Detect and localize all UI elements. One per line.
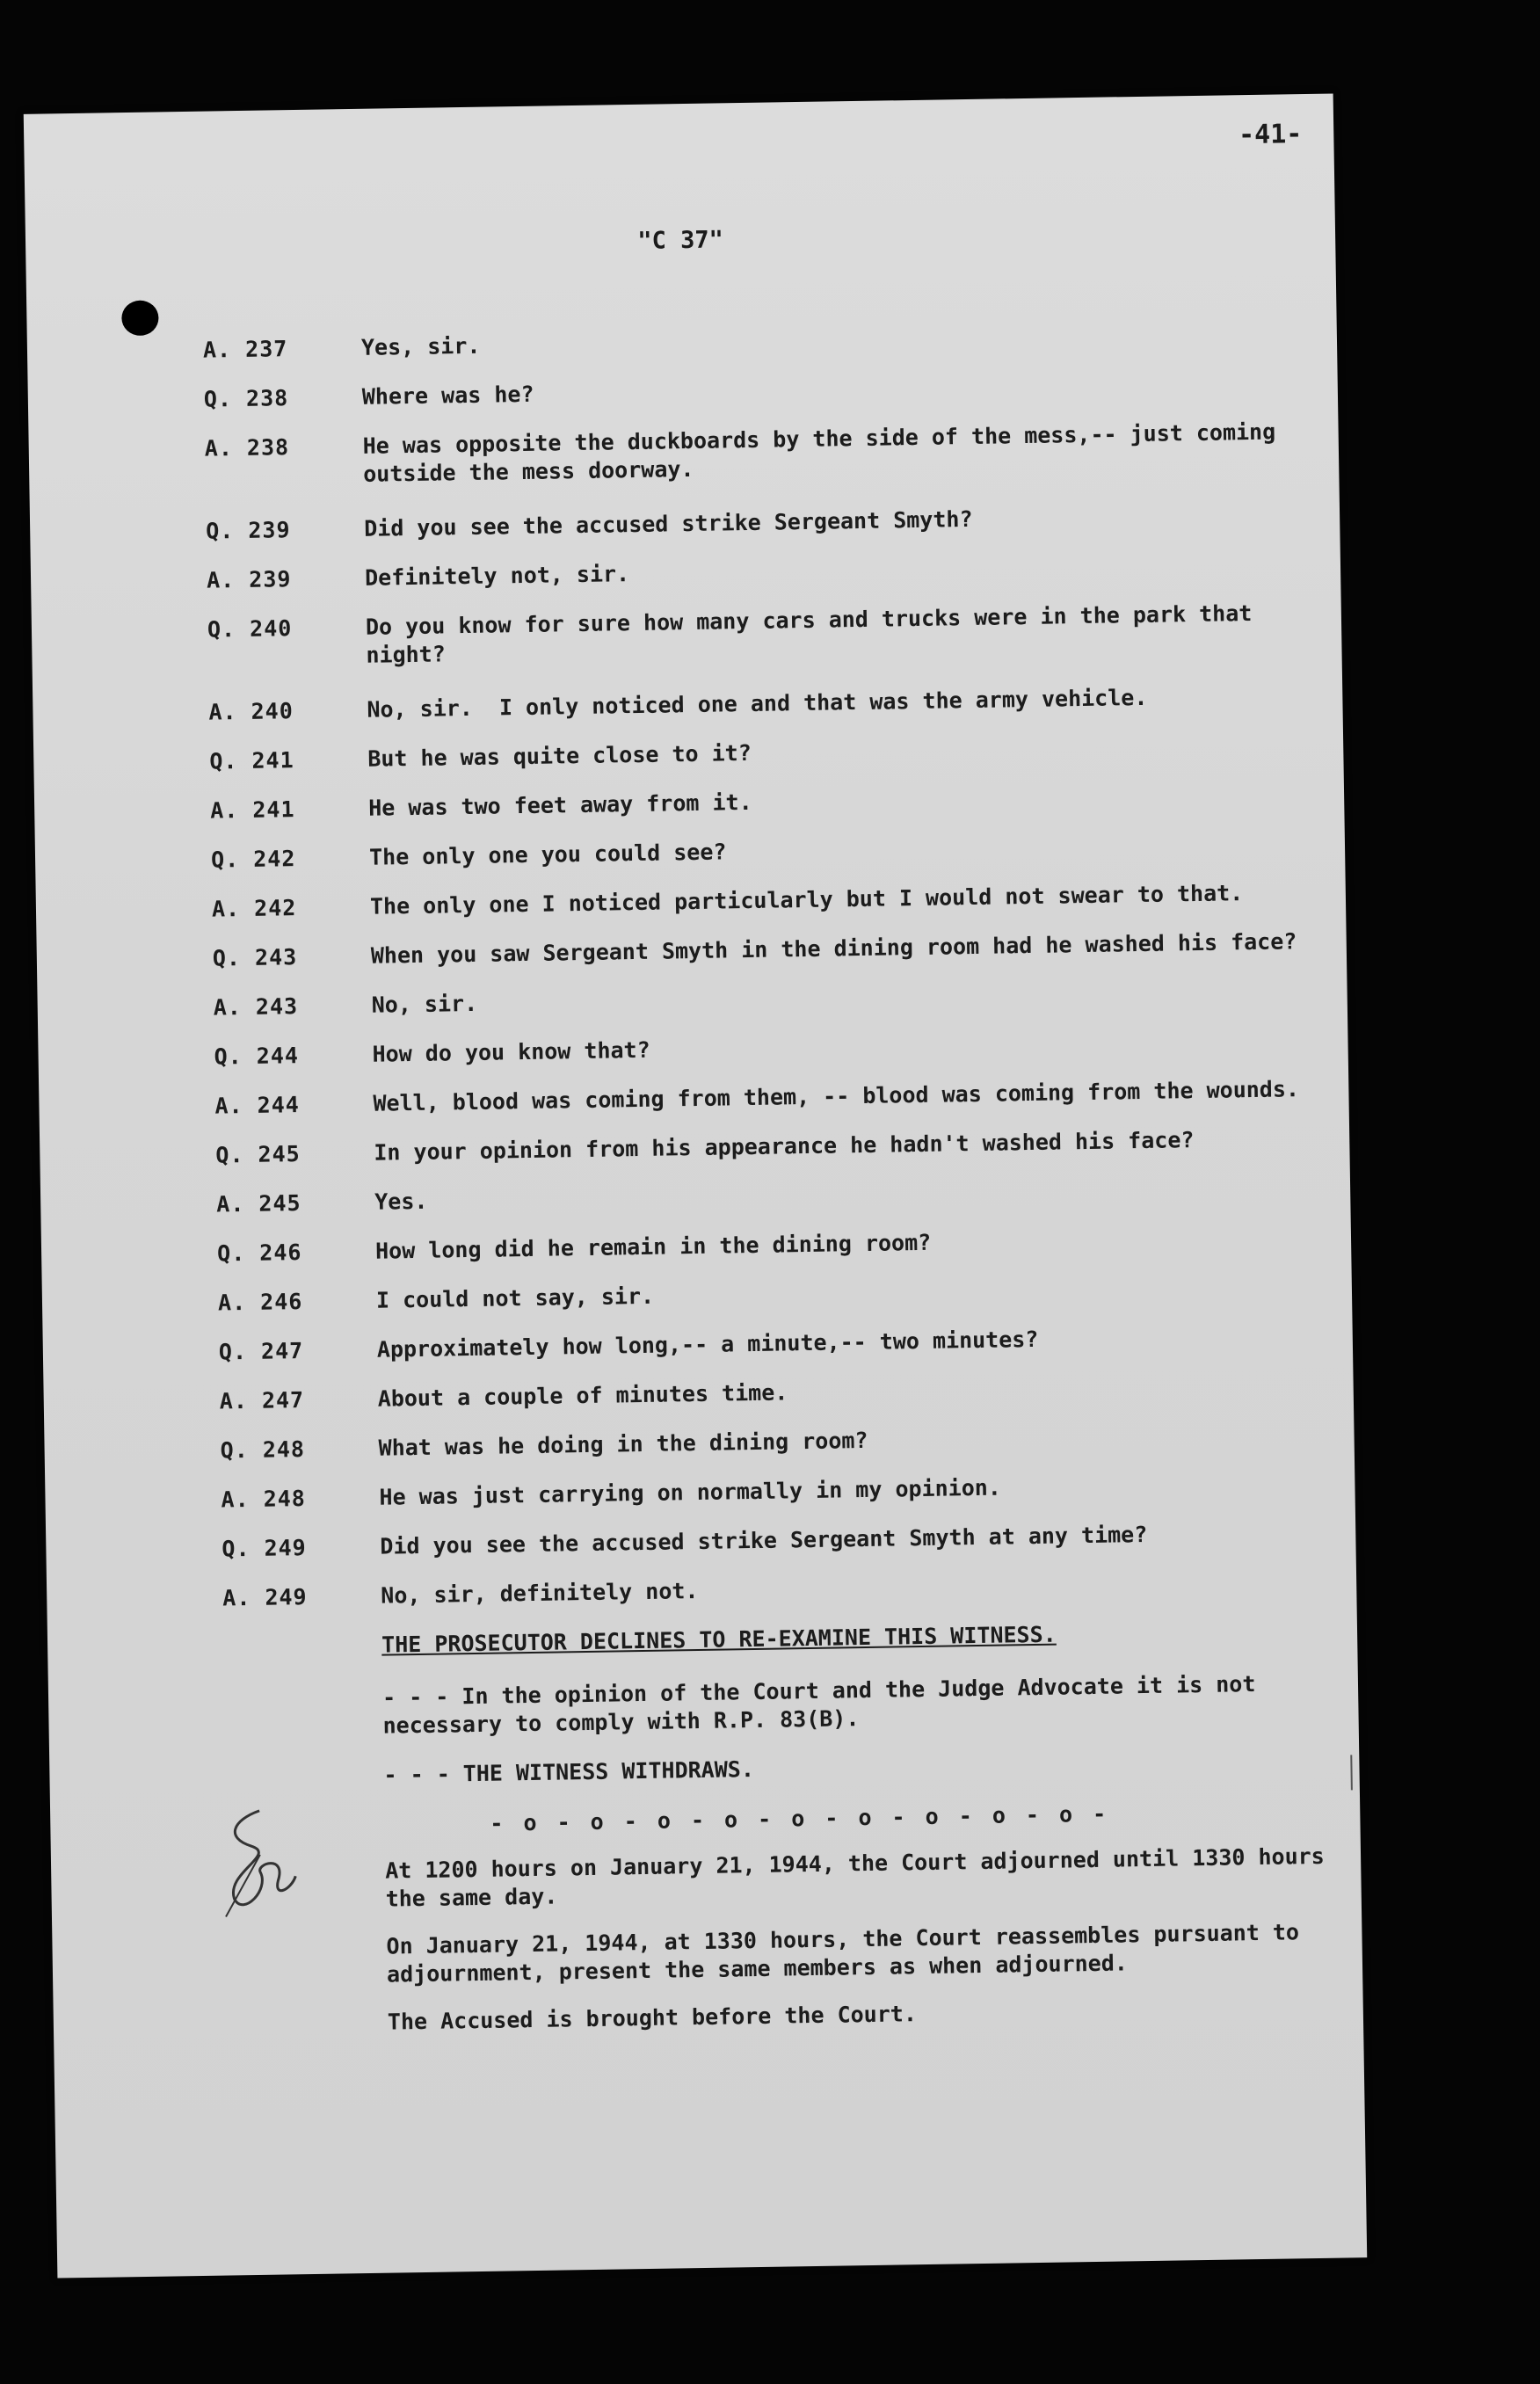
transcript-row (204, 368, 1303, 414)
entry-label: A. 242 (211, 895, 297, 922)
entry-label: Q. 244 (214, 1043, 300, 1070)
entry-label: Q. 248 (220, 1436, 306, 1464)
entry-label: Q. 246 (216, 1239, 302, 1267)
entry-text: No, sir, definitely not. (381, 1578, 699, 1609)
transcript-row (214, 1026, 1312, 1072)
entry-text: In your opinion from his appearance he hadn't washed his face? (374, 1127, 1195, 1166)
section-separator: - o - o - o - o - o - o - o - o - o - (490, 1800, 1110, 1836)
transcript-row (219, 1321, 1318, 1367)
transcript-row (220, 1370, 1318, 1416)
withdrawal-note: - - - THE WITNESS WITHDRAWS. (383, 1756, 755, 1788)
entry-label: A. 239 (206, 566, 292, 593)
entry-text: He was two feet away from it. (367, 789, 752, 821)
entry-label: Q. 240 (207, 615, 293, 643)
entry-label: A. 245 (216, 1190, 301, 1217)
entry-label: Q. 241 (209, 747, 294, 774)
accused-paragraph: The Accused is brought before the Court. (387, 2001, 918, 2035)
transcript-row (205, 418, 1304, 491)
entry-label: A. 249 (222, 1583, 308, 1611)
transcript-row (216, 1174, 1315, 1219)
entry-text: Well, blood was coming from them, -- blood was coming from the wounds. (373, 1076, 1300, 1116)
entry-text: Approximately how long,-- a minute,-- two minutes? (376, 1326, 1039, 1363)
entry-label: A. 248 (221, 1486, 307, 1513)
exhibit-label: "C 37" (637, 226, 724, 255)
entry-label: Q. 245 (215, 1141, 301, 1168)
entry-label: A. 241 (209, 796, 295, 824)
entry-text: What was he doing in the dining room? (378, 1427, 868, 1461)
transcript-row (209, 730, 1308, 776)
entry-label: A. 240 (208, 698, 294, 725)
procedural-note: - - - In the opinion of the Court and the Judge Advocate it is not necessary to comply with R.P. 83(B). (381, 1671, 1256, 1739)
entry-label: Q. 242 (210, 846, 296, 873)
transcript-row (210, 780, 1309, 825)
transcript-row (203, 319, 1302, 365)
entry-label: A. 246 (217, 1289, 303, 1316)
transcript-row (211, 829, 1310, 875)
entry-text: No, sir. (371, 990, 478, 1018)
pencil-mark (1350, 1755, 1353, 1790)
entry-label: A. 237 (202, 336, 288, 363)
entry-text: How do you know that? (372, 1036, 650, 1067)
entry-label: A. 247 (219, 1387, 305, 1414)
entry-label: Q. 247 (218, 1338, 304, 1365)
transcript-row (214, 1075, 1313, 1121)
entry-text: Where was he? (361, 381, 534, 410)
entry-text: Yes. (374, 1188, 428, 1215)
entry-text: Do you know for sure how many cars and trucks were in the park that night? (365, 600, 1253, 668)
handwritten-initials (207, 1801, 305, 1926)
entry-text: Did you see the accused strike Sergeant Smyth at any time? (380, 1521, 1148, 1559)
entry-label: Q. 243 (212, 944, 298, 971)
entry-text: About a couple of minutes time. (377, 1379, 788, 1412)
transcript-row (207, 599, 1307, 672)
entry-label: A. 238 (204, 434, 290, 462)
entry-text: No, sir. I only noticed one and that was the army vehicle. (367, 684, 1148, 723)
transcript-row (220, 1420, 1318, 1465)
entry-text: Definitely not, sir. (364, 561, 630, 591)
entry-text: But he was quite close to it? (367, 739, 752, 772)
entry-text: How long did he remain in the dining room? (374, 1229, 932, 1264)
entry-label: Q. 249 (222, 1534, 307, 1562)
entry-text: I could not say, sir. (375, 1283, 655, 1313)
entry-text: He was just carrying on normally in my opinion. (379, 1474, 1002, 1510)
transcript-row (208, 681, 1307, 727)
section-heading: THE PROSECUTOR DECLINES TO RE-EXAMINE THIS WITNESS. (381, 1621, 1057, 1658)
transcript-row (207, 549, 1305, 595)
document-page (24, 93, 1367, 2278)
transcript-row (221, 1469, 1319, 1515)
entry-text: Yes, sir. (360, 332, 481, 360)
entry-text: The only one I noticed particularly but I would not swear to that. (369, 880, 1244, 919)
transcript (203, 319, 1328, 2039)
transcript-row (222, 1567, 1321, 1613)
page-number: -41- (1238, 119, 1303, 151)
transcript-row (215, 1124, 1314, 1170)
entry-label: A. 243 (213, 993, 299, 1021)
entry-text: The only one you could see? (368, 839, 727, 870)
entry-label: Q. 239 (206, 517, 291, 544)
entry-text: When you saw Sergeant Smyth in the dining room had he washed his face? (370, 928, 1297, 969)
transcript-row (217, 1223, 1316, 1268)
reassembly-paragraph: On January 21, 1944, at 1330 hours, the Court reassembles pursuant to adjournment, present the same members as when adjourned. (386, 1919, 1300, 1988)
transcript-row (222, 1518, 1320, 1564)
transcript-row (206, 500, 1304, 546)
punch-hole (121, 300, 159, 336)
transcript-row (213, 927, 1311, 973)
entry-text: He was opposite the duckboards by the side of the mess,-- just coming outside the mess doorway. (362, 418, 1276, 487)
entry-text: Did you see the accused strike Sergeant Smyth? (363, 505, 973, 541)
transcript-row (212, 878, 1311, 924)
entry-label: A. 244 (214, 1092, 301, 1119)
transcript-row (218, 1272, 1317, 1318)
transcript-row (214, 977, 1312, 1022)
adjournment-paragraph: At 1200 hours on January 21, 1944, the Court adjourned until 1330 hours the same day. (384, 1843, 1325, 1912)
entry-label: Q. 238 (203, 385, 289, 412)
